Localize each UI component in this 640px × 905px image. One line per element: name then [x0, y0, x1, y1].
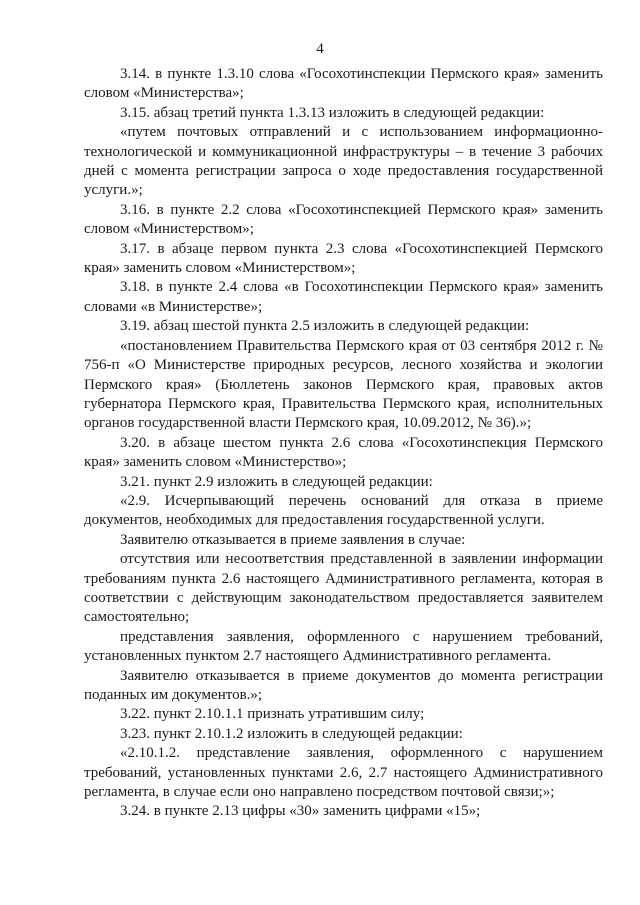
paragraph-3-17: 3.17. в абзаце первом пункта 2.3 слова «Госохотинспекцией Пермского края» заменить словом «Министерством»; — [84, 240, 603, 277]
paragraph-3-14: 3.14. в пункте 1.3.10 слова «Госохотинспекции Пермского края» заменить словом «Министерства»; — [84, 66, 603, 102]
page-number: 4 — [316, 41, 324, 57]
paragraph-3-15-quote: «путем почтовых отправлений и с использованием информационно-технологической и коммуникационной инфраструктуры – в течение 3 рабочих дней с момента регистрации запроса о ходе предоставления государственной услуги.»; — [84, 124, 603, 199]
paragraph-3-21: 3.21. пункт 2.9 изложить в следующей редакции: — [120, 473, 433, 490]
paragraph-3-22: 3.22. пункт 2.10.1.1 признать утратившим силу; — [120, 706, 425, 723]
paragraph-refusal-reason-1: отсутствия или несоответствия представленной в заявлении информации требованиям пункта 2.6 настоящего Административного регламента, которая в соответствии с действующим законодательством предоставляется заявителем самостоятельно; — [84, 551, 603, 626]
paragraph-3-16: 3.16. в пункте 2.2 слова «Госохотинспекцией Пермского края» заменить словом «Министерством»; — [84, 201, 603, 238]
paragraph-refusal-application: Заявителю отказывается в приеме заявления в случае: — [120, 531, 466, 548]
paragraph-3-20: 3.20. в абзаце шестом пункта 2.6 слова «Госохотинспекция Пермского края» заменить словом «Министерство»; — [84, 434, 603, 471]
paragraph-2-10-1-2-quote: «2.10.1.2. представление заявления, оформленного с нарушением требований, установленных пунктами 2.6, 2.7 настоящего Административного регламента, в случае если оно направлено посредством почтовой связи;»; — [84, 745, 603, 801]
paragraph-3-18: 3.18. в пункте 2.4 слова «в Госохотинспекции Пермского края» заменить словами «в Министерстве»; — [84, 279, 603, 315]
paragraph-3-23: 3.23. пункт 2.10.1.2 изложить в следующей редакции: — [120, 725, 463, 742]
document-body — [84, 65, 603, 822]
paragraph-refusal-documents: Заявителю отказывается в приеме документов до момента регистрации поданных им документов.»; — [84, 667, 603, 703]
paragraph-3-19-quote: «постановлением Правительства Пермского края от 03 сентября 2012 г. № 756-п «О Министерстве природных ресурсов, лесного хозяйства и экологии Пермского края» (Бюллетень законов Пермского края, правовых актов губернатора Пермского края, Правительства Пермского края, исполнительных органов государственной власти Пермского края, 10.09.2012, № 36).»; — [84, 337, 603, 432]
paragraph-2-9-heading: «2.9. Исчерпывающий перечень оснований для отказа в приеме документов, необходимых для предоставления государственной услуги. — [84, 492, 603, 529]
paragraph-3-15: 3.15. абзац третий пункта 1.3.13 изложить в следующей редакции: — [120, 104, 545, 121]
paragraph-3-24: 3.24. в пункте 2.13 цифры «30» заменить цифрами «15»; — [120, 803, 481, 820]
paragraph-refusal-reason-2: представления заявления, оформленного с нарушением требований, установленных пунктом 2.7 настоящего Административного регламента. — [84, 628, 603, 665]
paragraph-3-19: 3.19. абзац шестой пункта 2.5 изложить в следующей редакции: — [120, 318, 530, 335]
